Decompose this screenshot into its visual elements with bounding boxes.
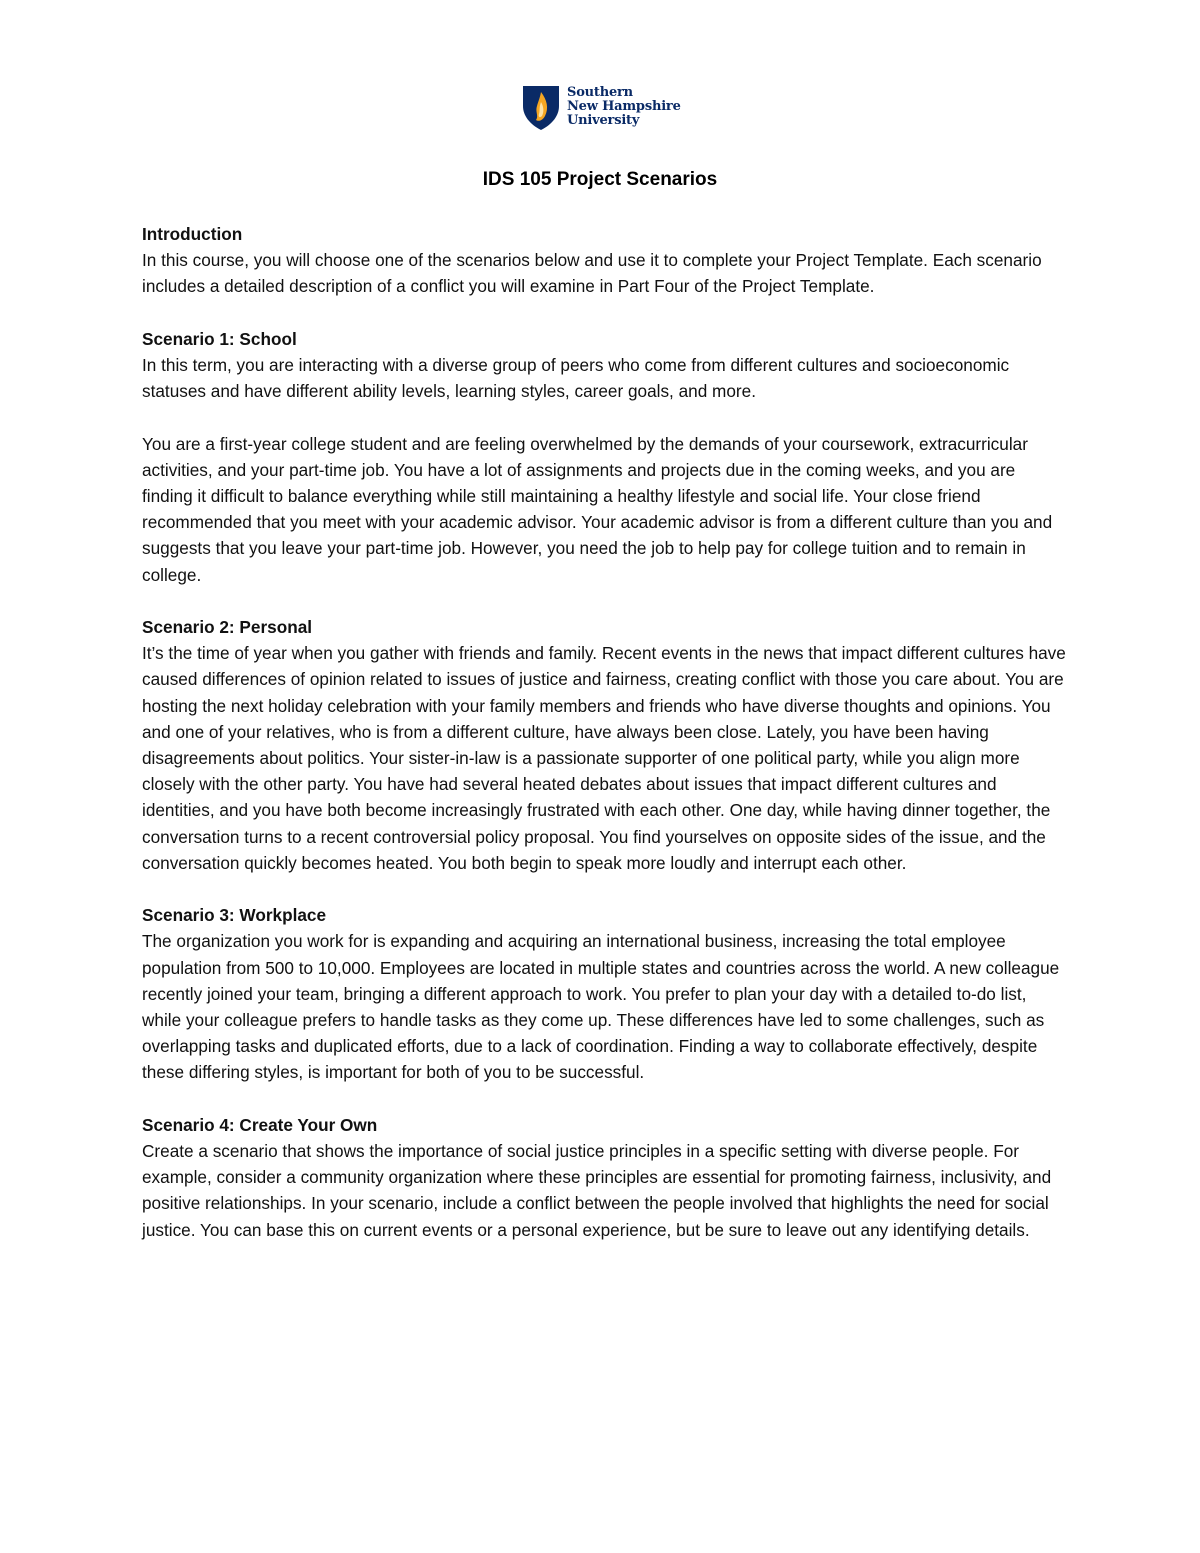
introduction-section: [142, 221, 1067, 300]
scenario-3-heading: Scenario 3: Workplace: [142, 905, 327, 926]
scenario-2-heading: Scenario 2: Personal: [142, 617, 313, 637]
university-logo: [521, 84, 691, 134]
snhu-shield-flame-icon: [521, 84, 561, 132]
scenario-1-heading: Scenario 1: School: [142, 328, 297, 349]
logo-line-1: Southern: [567, 85, 633, 100]
introduction-text: In this course, you will choose one of the scenarios below and use it to complete your Project Template. Each scenario includes a detailed description of a conflict you will examine in Part Four of the Project Template.: [142, 250, 1042, 297]
logo-wordmark: [567, 86, 681, 128]
scenario-1-paragraph-2: You are a first-year college student and are feeling overwhelmed by the demands of your coursework, extracurricular activities, and your part-time job. You have a lot of assignments and projects due in the coming weeks, and you are finding it difficult to balance everything while still maintaining a healthy lifestyle and social life. Your close friend recommended that you meet with your academic advisor. Your academic advisor is from a different culture than you and suggests that you leave your part-time job. However, you need the job to help pay for college tuition and to remain in college.: [142, 433, 1053, 585]
scenario-3-section: [142, 902, 1067, 1085]
document-title: IDS 105 Project Scenarios: [482, 169, 718, 190]
introduction-heading: Introduction: [142, 224, 243, 244]
scenario-4-heading: Scenario 4: Create Your Own: [142, 1114, 378, 1135]
scenario-2-section: [142, 614, 1067, 876]
scenario-3-text: The organization you work for is expanding and acquiring an international business, increasing the total employee population from 500 to 10,000. Employees are located in multiple states and countries across the world. A new colleague recently joined your team, bringing a different approach to work. You prefer to plan your day with a detailed to-do list, while your colleague prefers to handle tasks as they come up. These differences have led to some challenges, such as overlapping tasks and duplicated efforts, due to a lack of coordination. Finding a way to collaborate effectively, despite these differing styles, is important for both of you to be successful.: [142, 931, 1060, 1083]
logo-line-3: University: [567, 113, 640, 128]
scenario-2-text: It’s the time of year when you gather with friends and family. Recent events in the news that impact different cultures have caused differences of opinion related to issues of justice and fairness, creating conflict with those you care about. You are hosting the next holiday celebration with your family members and friends who have diverse thoughts and opinions. You and one of your relatives, who is from a different culture, have always been close. Lately, you have been having disagreements about politics. Your sister-in-law is a passionate supporter of one political party, while you align more closely with the other party. You have had several heated debates about issues that impact different cultures and identities, and you have both become increasingly frustrated with each other. One day, while having dinner together, the conversation turns to a recent controversial policy proposal. You find yourselves on opposite sides of the issue, and the conversation quickly becomes heated. You both begin to speak more loudly and interrupt each other.: [142, 643, 1066, 873]
scenario-4-text: Create a scenario that shows the importance of social justice principles in a specific setting with diverse people. For example, consider a community organization where these principles are essential for promoting fairness, inclusivity, and positive relationships. In your scenario, include a conflict between the people involved that highlights the need for social justice. You can base this on current events or a personal experience, but be sure to leave out any identifying details.: [142, 1141, 1052, 1240]
scenario-1-paragraph-1: In this term, you are interacting with a diverse group of peers who come from different cultures and socioeconomic statuses and have different ability levels, learning styles, career goals, and more.: [142, 355, 1010, 402]
scenario-1-section: [142, 326, 1067, 588]
scenario-4-section: [142, 1112, 1067, 1243]
document-body: [142, 221, 1067, 1269]
logo-line-2: New Hampshire: [567, 99, 681, 114]
